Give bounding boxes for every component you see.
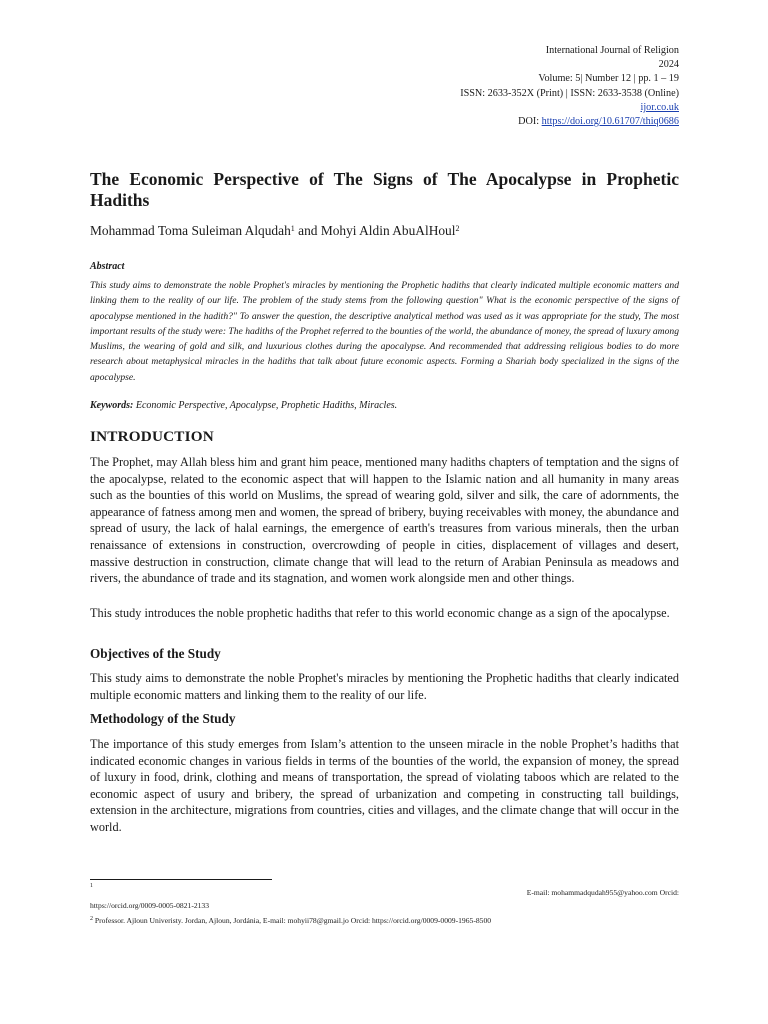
- methodology-heading: Methodology of the Study: [90, 711, 236, 726]
- footnote-1-orcid: https://orcid.org/0009-0005-0821-2133: [90, 901, 210, 910]
- journal-volume: Volume: 5| Number 12 | pp. 1 – 19: [538, 73, 679, 85]
- objectives-heading: Objectives of the Study: [90, 646, 221, 661]
- footnote-2-mark: 2: [90, 916, 93, 922]
- abstract-heading: Abstract: [90, 261, 125, 272]
- author-1-footnote-mark: 1: [290, 224, 295, 233]
- journal-header: [259, 44, 679, 129]
- footnote-1-line-1: [90, 883, 679, 899]
- paper-title: The Economic Perspective of The Signs of The Apocalypse in Prophetic Hadiths: [90, 169, 679, 210]
- objectives-paragraph: This study aims to demonstrate the noble Prophet's miracles by mentioning the Prophetic hadiths that clearly indicated multiple economic matters and linking them to the reality of our life.: [90, 671, 679, 702]
- keywords-line: [90, 400, 397, 411]
- keywords-list: Economic Perspective, Apocalypse, Prophetic Hadiths, Miracles.: [133, 400, 398, 411]
- introduction-heading: INTRODUCTION: [90, 428, 214, 445]
- doi-label: DOI:: [518, 116, 540, 128]
- journal-website-link[interactable]: ijor.co.uk: [640, 101, 679, 113]
- journal-doi: [259, 115, 679, 129]
- footnote-1-email: E-mail: mohammadqudah955@yahoo.com Orcid:: [526, 888, 679, 897]
- footnote-2-text: Professor. Ajloun Univeristy. Jordan, Ajloun, Jordánia, E-mail: mohyii78@gmail.jo Orcid: https://orcid.org/0009-0009-1965-8500: [93, 916, 492, 925]
- author-1: Mohammad Toma Suleiman Alqudah: [90, 223, 291, 238]
- journal-name: International Journal of Religion: [545, 45, 679, 56]
- footnote-2: [90, 914, 679, 927]
- introduction-paragraph-2: This study introduces the noble prophetic hadiths that refer to this world economic change as a sign of the apocalypse.: [90, 606, 670, 620]
- author-2-footnote-mark: 2: [455, 224, 460, 233]
- abstract-text: This study aims to demonstrate the noble Prophet's miracles by mentioning the Prophetic hadiths that clearly indicated multiple economic matters and linking them to the reality of our life. The problem of the study stems from the following question" What is the economic perspective of the signs of apocalypse mentioned in the hadith?" To answer the question, the descriptive analytical method was used as it was appropriate for the study, The most important results of the study were: The hadiths of the Prophet referred to the bounties of the world, the abundance of money, the spread of luxury among Muslims, the wearing of gold and silk, and luxurious clothes during the apocalypse. And recommended that addressing religious bodies to do more research about metaphysical miracles in the hadiths that talk about future economic aspects. Forming a Shariah body specialized in the signs of the apocalypse.: [90, 280, 679, 383]
- methodology-paragraph: The importance of this study emerges from Islam’s attention to the unseen miracle in the noble Prophet’s hadiths that indicated economic changes in various fields in terms of the bounties of the world, the expansion of money, the spread of luxury in food, drink, clothing and means of transportation, the spread of violating taboos which are related to the economic aspect of usury and bribery, the spread of urbanization and competing in constructing tall buildings, extension in the architecture, migrations from countries, cities and villages, and the climate change that will occur in the world.: [90, 737, 679, 834]
- introduction-paragraph-1: The Prophet, may Allah bless him and grant him peace, mentioned many hadiths chapters of temptation and the signs of the apocalypse, related to the economic aspect that will happen to the Islamic nation and all humanity in many areas such as the bounties of this world on Muslims, the spread of wearing gold, silver and silk, the care of adornments, the appearance of fatness among men and women, the spread of bribery, buying receivables with money, the abundance and spread of usury, the lack of halal earnings, the emergence of earth's treasures from various minerals, then the urban renaissance of extensions in construction, overcrowding of people in cities, displacement of villages and desert, massive destruction in construction, climate change that will lead to the return of Arabian Peninsula as meadows and rivers, the abundance of trade and its stagnation, and women work alongside men and other things.: [90, 455, 679, 586]
- journal-year: 2024: [658, 59, 679, 71]
- author-separator: and: [294, 223, 321, 238]
- footnote-divider: [90, 879, 272, 880]
- author-2: Mohyi Aldin AbuAlHoul: [320, 223, 456, 238]
- paper-page: [90, 0, 679, 1024]
- author-list: [90, 223, 459, 239]
- journal-issn: ISSN: 2633-352X (Print) | ISSN: 2633-3538 (Online): [460, 87, 679, 99]
- keywords-label: Keywords:: [90, 400, 134, 411]
- doi-link[interactable]: https://doi.org/10.61707/thiq0686: [541, 116, 679, 128]
- footnote-1-mark: 1: [90, 883, 93, 889]
